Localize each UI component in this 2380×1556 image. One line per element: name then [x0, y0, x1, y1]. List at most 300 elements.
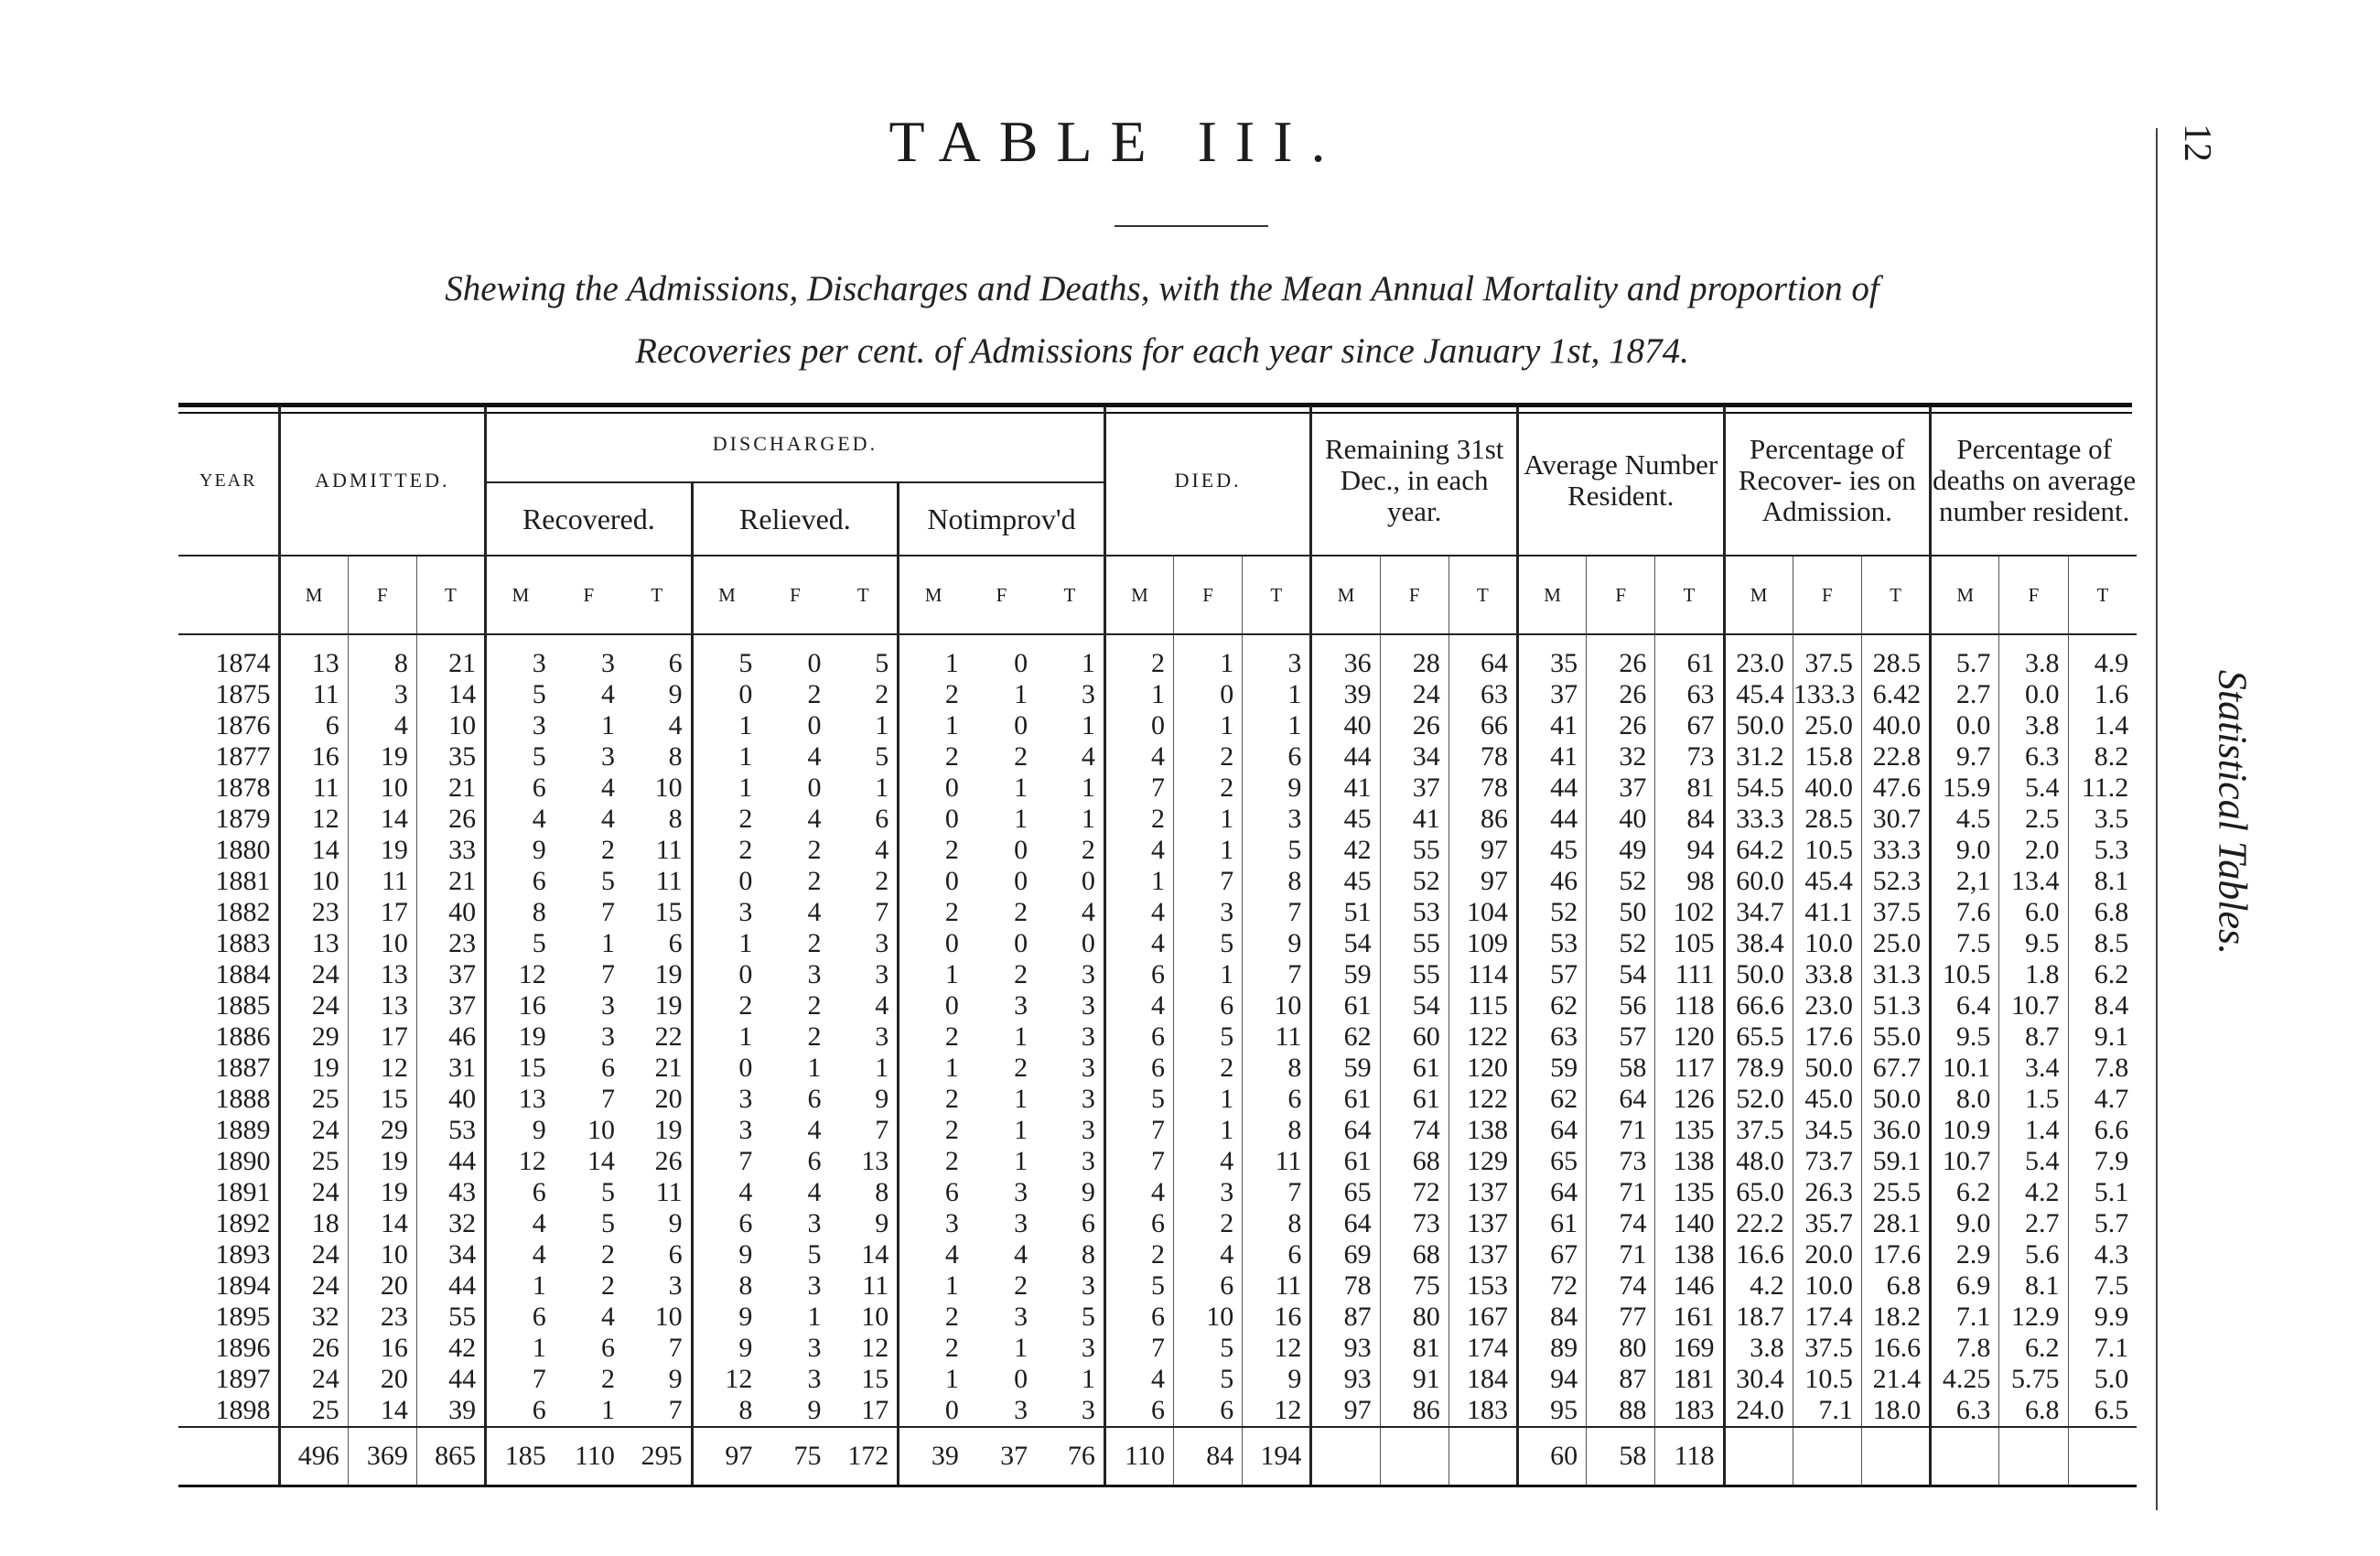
table-cell: 6: [486, 1177, 555, 1208]
table-cell: 3.4: [1999, 1053, 2068, 1084]
table-cell: 31.2: [1724, 741, 1793, 773]
table-cell: 7.8: [1931, 1333, 1999, 1364]
table-cell: 3: [486, 710, 555, 741]
table-cell: 39: [1311, 679, 1380, 710]
table-cell: 5.4: [1999, 773, 2068, 804]
table-cell: 51: [1311, 897, 1380, 928]
table-cell: 4: [1081, 741, 1095, 772]
table-cell: 2: [875, 679, 889, 709]
table-cell: 41.1: [1793, 897, 1861, 928]
table-cell: 64: [1311, 1208, 1380, 1239]
mft-header-row: [178, 556, 2137, 634]
table-cell: 26: [1587, 710, 1655, 741]
table-cell: 93: [1311, 1364, 1380, 1395]
table-cell: 5: [600, 1208, 615, 1238]
table-cell: 6.3: [1931, 1395, 1999, 1427]
table-cell: 0: [899, 928, 967, 959]
table-cell: 72: [1380, 1177, 1448, 1208]
table-cell: 43: [416, 1177, 485, 1208]
table-cell: 77: [1587, 1302, 1655, 1333]
table-cell: 54: [1587, 959, 1655, 990]
table-cell: 2: [1014, 741, 1028, 772]
table-cell: 1: [1081, 1364, 1095, 1394]
table-cell: 9: [692, 1333, 760, 1364]
table-cell: 2: [807, 866, 822, 896]
table-cell: 122: [1448, 1021, 1517, 1053]
table-cell: 19: [654, 1115, 683, 1145]
table-cell: 0: [692, 959, 760, 990]
table-cell: 65.5: [1724, 1021, 1793, 1053]
average-f-header: F: [1587, 556, 1655, 634]
table-cell: 18.0: [1861, 1395, 1930, 1427]
not-improved-header: Notimprov'd: [899, 482, 1105, 556]
table-cell: 2: [692, 835, 760, 866]
table-row: [178, 634, 2137, 679]
table-cell: 53: [1380, 897, 1448, 928]
table-cell: 4: [348, 710, 416, 741]
not-improved-f-header: F: [967, 556, 1036, 634]
table-cell: 1: [1104, 866, 1173, 897]
table-row: [178, 1270, 2137, 1302]
table-cell: 12: [279, 804, 348, 835]
table-cell: 45.4: [1724, 679, 1793, 710]
table-cell: 4: [1174, 1146, 1243, 1177]
table-cell: 3: [1243, 804, 1311, 835]
table-cell: 62: [1517, 990, 1586, 1021]
table-cell: 2.7: [1999, 1208, 2068, 1239]
table-cell: 40.0: [1861, 710, 1930, 741]
table-cell: 3: [1014, 1177, 1028, 1207]
table-cell: 184: [1448, 1364, 1517, 1395]
table-cell: 1: [1174, 835, 1243, 866]
table-cell: 4.25: [1931, 1364, 1999, 1395]
table-cell: 0: [1014, 648, 1028, 678]
table-cell: 53: [1517, 928, 1586, 959]
table-cell: 19: [348, 1177, 416, 1208]
year-cell: 1892: [215, 1208, 271, 1238]
table-cell: 9: [1243, 1364, 1311, 1395]
table-row: [178, 710, 2137, 741]
statistics-table-container: [178, 406, 2137, 1487]
recovered-m-header: M: [486, 556, 555, 634]
table-cell: 5.6: [1999, 1239, 2068, 1270]
table-cell: 60.0: [1724, 866, 1793, 897]
table-cell: 5.75: [1999, 1364, 2068, 1395]
year-header-spacer: [178, 556, 279, 634]
totals-cell: [1931, 1427, 1999, 1486]
table-cell: 0.0: [1999, 679, 2068, 710]
table-cell: 3: [1081, 1395, 1095, 1425]
table-cell: 18.2: [1861, 1302, 1930, 1333]
table-cell: 61: [1311, 990, 1380, 1021]
pct-deaths-m-header: M: [1931, 556, 1999, 634]
totals-cell: [1724, 1427, 1793, 1486]
died-m-header: M: [1104, 556, 1173, 634]
table-row: [178, 1177, 2137, 1208]
table-cell: 67.7: [1861, 1053, 1930, 1084]
died-f-header: F: [1174, 556, 1243, 634]
table-cell: 14: [279, 835, 348, 866]
table-cell: 2: [1174, 741, 1243, 773]
table-cell: 11: [279, 773, 348, 804]
table-cell: 0: [807, 773, 822, 803]
relieved-f-header: F: [760, 556, 829, 634]
remaining-header: Remaining 31st Dec., in each year.: [1311, 406, 1518, 556]
side-label: Statistical Tables.: [2210, 669, 2256, 956]
totals-cell: 37: [967, 1427, 1036, 1486]
table-cell: 25: [279, 1146, 348, 1177]
table-cell: 2: [807, 835, 822, 865]
table-cell: 1: [692, 1021, 760, 1053]
table-cell: 20: [654, 1084, 683, 1114]
table-cell: 15.9: [1931, 773, 1999, 804]
pct-recoveries-m-header: M: [1724, 556, 1793, 634]
table-cell: 3: [1081, 1021, 1095, 1052]
table-cell: 6: [1104, 1302, 1173, 1333]
table-title: TABLE III.: [888, 109, 1344, 174]
table-cell: 9: [807, 1395, 822, 1425]
table-cell: 41: [1517, 741, 1586, 773]
table-cell: 37: [1517, 679, 1586, 710]
table-cell: 61: [1517, 1208, 1586, 1239]
table-cell: 20.0: [1793, 1239, 1861, 1270]
table-cell: 19: [654, 990, 683, 1021]
table-cell: 135: [1655, 1177, 1724, 1208]
table-cell: 3: [1081, 990, 1095, 1021]
table-cell: 8: [875, 1177, 889, 1207]
table-cell: 1.6: [2068, 679, 2137, 710]
table-cell: 8: [692, 1395, 760, 1427]
table-cell: 4: [668, 710, 683, 740]
table-row: [178, 1395, 2137, 1427]
table-cell: 10: [587, 1115, 615, 1145]
table-cell: 17.6: [1861, 1239, 1930, 1270]
table-cell: 80: [1380, 1302, 1448, 1333]
table-cell: 64: [1448, 634, 1517, 679]
table-cell: 37.5: [1724, 1115, 1793, 1146]
table-cell: 5.7: [1931, 634, 1999, 679]
table-cell: 1: [899, 710, 967, 741]
table-cell: 1: [1014, 679, 1028, 709]
totals-cell: 76: [1036, 1427, 1104, 1486]
table-cell: 2: [807, 928, 822, 958]
table-cell: 65: [1311, 1177, 1380, 1208]
table-cell: 0.0: [1931, 710, 1999, 741]
table-cell: 32: [1587, 741, 1655, 773]
table-cell: 36: [1311, 634, 1380, 679]
table-cell: 3: [899, 1208, 967, 1239]
table-cell: 6: [668, 1239, 683, 1270]
table-cell: 64.2: [1724, 835, 1793, 866]
table-cell: 10: [1174, 1302, 1243, 1333]
table-cell: 59: [1517, 1053, 1586, 1084]
table-cell: 17: [861, 1395, 889, 1425]
table-cell: 4: [1081, 897, 1095, 927]
table-cell: 161: [1655, 1302, 1724, 1333]
table-cell: 61: [1380, 1084, 1448, 1115]
table-cell: 8.1: [2068, 866, 2137, 897]
table-cell: 21: [654, 1053, 683, 1083]
table-cell: 9: [1243, 928, 1311, 959]
table-cell: 0: [1174, 679, 1243, 710]
table-cell: 3.8: [1999, 634, 2068, 679]
table-cell: 1: [600, 1395, 615, 1425]
table-row: [178, 1208, 2137, 1239]
table-cell: 138: [1655, 1239, 1724, 1270]
table-cell: 41: [1517, 710, 1586, 741]
table-cell: 50: [1587, 897, 1655, 928]
table-cell: 42: [416, 1333, 485, 1364]
year-header: YEAR: [199, 470, 257, 491]
table-cell: 8.4: [2068, 990, 2137, 1021]
table-cell: 2: [1174, 1053, 1243, 1084]
table-cell: 5: [807, 1239, 822, 1270]
table-cell: 6: [807, 1146, 822, 1176]
table-cell: 138: [1448, 1115, 1517, 1146]
table-cell: 0: [899, 804, 967, 835]
table-cell: 31.3: [1861, 959, 1930, 990]
table-cell: 5: [600, 866, 615, 896]
table-cell: 4: [1104, 1177, 1173, 1208]
table-cell: 109: [1448, 928, 1517, 959]
table-cell: 111: [1655, 959, 1724, 990]
table-cell: 1: [1014, 1021, 1028, 1052]
table-cell: 13.4: [1999, 866, 2068, 897]
table-cell: 7: [600, 1084, 615, 1114]
table-cell: 26: [654, 1146, 683, 1176]
table-cell: 4: [807, 897, 822, 927]
table-cell: 44: [1517, 804, 1586, 835]
table-cell: 94: [1517, 1364, 1586, 1395]
table-cell: 9: [1243, 773, 1311, 804]
table-cell: 2: [899, 1146, 967, 1177]
table-cell: 9.9: [2068, 1302, 2137, 1333]
table-cell: 95: [1517, 1395, 1586, 1427]
table-row: [178, 741, 2137, 773]
table-cell: 59.1: [1861, 1146, 1930, 1177]
table-cell: 0: [1081, 928, 1095, 958]
table-cell: 9: [668, 1364, 683, 1394]
table-cell: 6.2: [2068, 959, 2137, 990]
table-cell: 5: [875, 648, 889, 678]
totals-label-cell: [178, 1427, 279, 1486]
table-cell: 0: [692, 679, 760, 710]
table-cell: 4: [1104, 928, 1173, 959]
percentage-deaths-header: Percentage of deaths on average number resident.: [1931, 406, 2138, 556]
table-cell: 14: [348, 804, 416, 835]
table-cell: 7.9: [2068, 1146, 2137, 1177]
table-cell: 15: [486, 1053, 555, 1084]
totals-cell: 185: [486, 1427, 555, 1486]
admitted-t-header: T: [416, 556, 485, 634]
table-cell: 6: [1243, 1084, 1311, 1115]
table-cell: 57: [1587, 1021, 1655, 1053]
table-cell: 0: [807, 648, 822, 678]
table-cell: 3: [600, 990, 615, 1021]
recovered-f-header: F: [555, 556, 623, 634]
table-cell: 14: [416, 679, 485, 710]
table-cell: 9: [692, 1239, 760, 1270]
table-cell: 71: [1587, 1177, 1655, 1208]
table-cell: 71: [1587, 1239, 1655, 1270]
table-cell: 4: [486, 1239, 555, 1270]
table-cell: 1: [1081, 710, 1095, 740]
table-cell: 2,1: [1931, 866, 1999, 897]
table-cell: 8.5: [2068, 928, 2137, 959]
year-cell: 1884: [215, 959, 271, 989]
table-cell: 4.2: [1999, 1177, 2068, 1208]
table-cell: 0: [899, 866, 967, 897]
table-row: [178, 835, 2137, 866]
table-cell: 1: [1014, 773, 1028, 803]
table-cell: 44: [416, 1364, 485, 1395]
table-cell: 11: [655, 835, 683, 865]
table-cell: 73: [1380, 1208, 1448, 1239]
table-cell: 7: [1104, 1333, 1173, 1364]
table-cell: 40: [416, 897, 485, 928]
table-cell: 3: [1174, 897, 1243, 928]
table-cell: 1: [1081, 648, 1095, 678]
table-cell: 37: [1587, 773, 1655, 804]
table-cell: 31: [416, 1053, 485, 1084]
table-cell: 3: [1081, 1333, 1095, 1363]
table-cell: 13: [348, 959, 416, 990]
table-cell: 4: [692, 1177, 760, 1208]
table-cell: 6: [1174, 990, 1243, 1021]
table-cell: 2: [899, 835, 967, 866]
table-cell: 153: [1448, 1270, 1517, 1302]
year-cell: 1889: [215, 1115, 271, 1145]
table-cell: 3: [807, 959, 822, 989]
died-header: DIED.: [1104, 406, 1311, 556]
table-cell: 28.1: [1861, 1208, 1930, 1239]
table-cell: 6: [1243, 741, 1311, 773]
totals-cell: 39: [899, 1427, 967, 1486]
table-cell: 20: [348, 1364, 416, 1395]
table-cell: 118: [1655, 990, 1724, 1021]
pct-recoveries-f-header: F: [1793, 556, 1861, 634]
table-cell: 102: [1655, 897, 1724, 928]
table-cell: 1: [1081, 804, 1095, 834]
table-cell: 68: [1380, 1146, 1448, 1177]
not-improved-t-header: T: [1036, 556, 1104, 634]
table-cell: 6.6: [2068, 1115, 2137, 1146]
table-cell: 6: [486, 866, 555, 897]
table-cell: 9: [875, 1208, 889, 1238]
table-cell: 61: [1311, 1084, 1380, 1115]
table-cell: 34: [1380, 741, 1448, 773]
table-cell: 52.3: [1861, 866, 1930, 897]
table-cell: 3.8: [1724, 1333, 1793, 1364]
table-cell: 3: [600, 648, 615, 678]
table-cell: 24: [279, 1177, 348, 1208]
table-cell: 4.5: [1931, 804, 1999, 835]
table-cell: 8: [348, 634, 416, 679]
table-row: [178, 1021, 2137, 1053]
table-cell: 7.8: [2068, 1053, 2137, 1084]
table-row: [178, 1302, 2137, 1333]
table-cell: 32: [416, 1208, 485, 1239]
table-cell: 25.5: [1861, 1177, 1930, 1208]
table-cell: 10: [654, 773, 683, 803]
table-cell: 14: [348, 1395, 416, 1427]
table-cell: 73: [1587, 1146, 1655, 1177]
relieved-t-header: T: [830, 556, 899, 634]
table-cell: 51.3: [1861, 990, 1930, 1021]
table-cell: 35: [1517, 634, 1586, 679]
table-cell: 87: [1587, 1364, 1655, 1395]
table-cell: 23.0: [1724, 634, 1793, 679]
table-cell: 138: [1655, 1146, 1724, 1177]
table-cell: 13: [279, 928, 348, 959]
page-number: 12: [2176, 124, 2218, 162]
table-cell: 3: [875, 1021, 889, 1052]
table-cell: 26: [279, 1333, 348, 1364]
totals-cell: 84: [1174, 1427, 1243, 1486]
table-cell: 5: [1174, 1021, 1243, 1053]
table-cell: 1: [486, 1333, 555, 1364]
table-cell: 78.9: [1724, 1053, 1793, 1084]
admitted-f-header: F: [348, 556, 416, 634]
table-cell: 1: [899, 1270, 967, 1302]
table-cell: 135: [1655, 1115, 1724, 1146]
table-cell: 4.9: [2068, 634, 2137, 679]
table-cell: 3: [807, 1364, 822, 1394]
table-cell: 13: [486, 1084, 555, 1115]
average-m-header: M: [1517, 556, 1586, 634]
table-cell: 52.0: [1724, 1084, 1793, 1115]
table-cell: 3: [1014, 1208, 1028, 1238]
table-cell: 7: [1174, 866, 1243, 897]
table-cell: 12: [486, 1146, 555, 1177]
table-cell: 1: [600, 710, 615, 740]
table-cell: 6: [279, 710, 348, 741]
table-cell: 183: [1655, 1395, 1724, 1427]
table-cell: 7.1: [2068, 1333, 2137, 1364]
table-cell: 16: [279, 741, 348, 773]
table-cell: 8: [668, 804, 683, 834]
table-cell: 6: [1104, 1053, 1173, 1084]
table-cell: 88: [1587, 1395, 1655, 1427]
table-cell: 3: [1081, 1270, 1095, 1301]
table-cell: 23: [279, 897, 348, 928]
table-cell: 6.0: [1999, 897, 2068, 928]
table-cell: 10: [348, 1239, 416, 1270]
table-cell: 3: [692, 1115, 760, 1146]
table-cell: 3: [692, 1084, 760, 1115]
table-cell: 1.8: [1999, 959, 2068, 990]
table-cell: 117: [1655, 1053, 1724, 1084]
table-cell: 2: [1014, 897, 1028, 927]
table-cell: 10.0: [1793, 1270, 1861, 1302]
table-cell: 6: [1174, 1270, 1243, 1302]
table-cell: 16: [486, 990, 555, 1021]
table-cell: 3: [348, 679, 416, 710]
table-cell: 11.2: [2068, 773, 2137, 804]
table-cell: 105: [1655, 928, 1724, 959]
table-cell: 5.4: [1999, 1146, 2068, 1177]
table-cell: 30.7: [1861, 804, 1930, 835]
remaining-m-header: M: [1311, 556, 1380, 634]
table-cell: 2: [600, 835, 615, 865]
table-cell: 4: [899, 1239, 967, 1270]
table-cell: 64: [1517, 1177, 1586, 1208]
table-cell: 3: [1081, 1115, 1095, 1145]
table-cell: 0: [1014, 866, 1028, 896]
table-cell: 50.0: [1861, 1084, 1930, 1115]
table-cell: 25.0: [1861, 928, 1930, 959]
table-row: [178, 773, 2137, 804]
